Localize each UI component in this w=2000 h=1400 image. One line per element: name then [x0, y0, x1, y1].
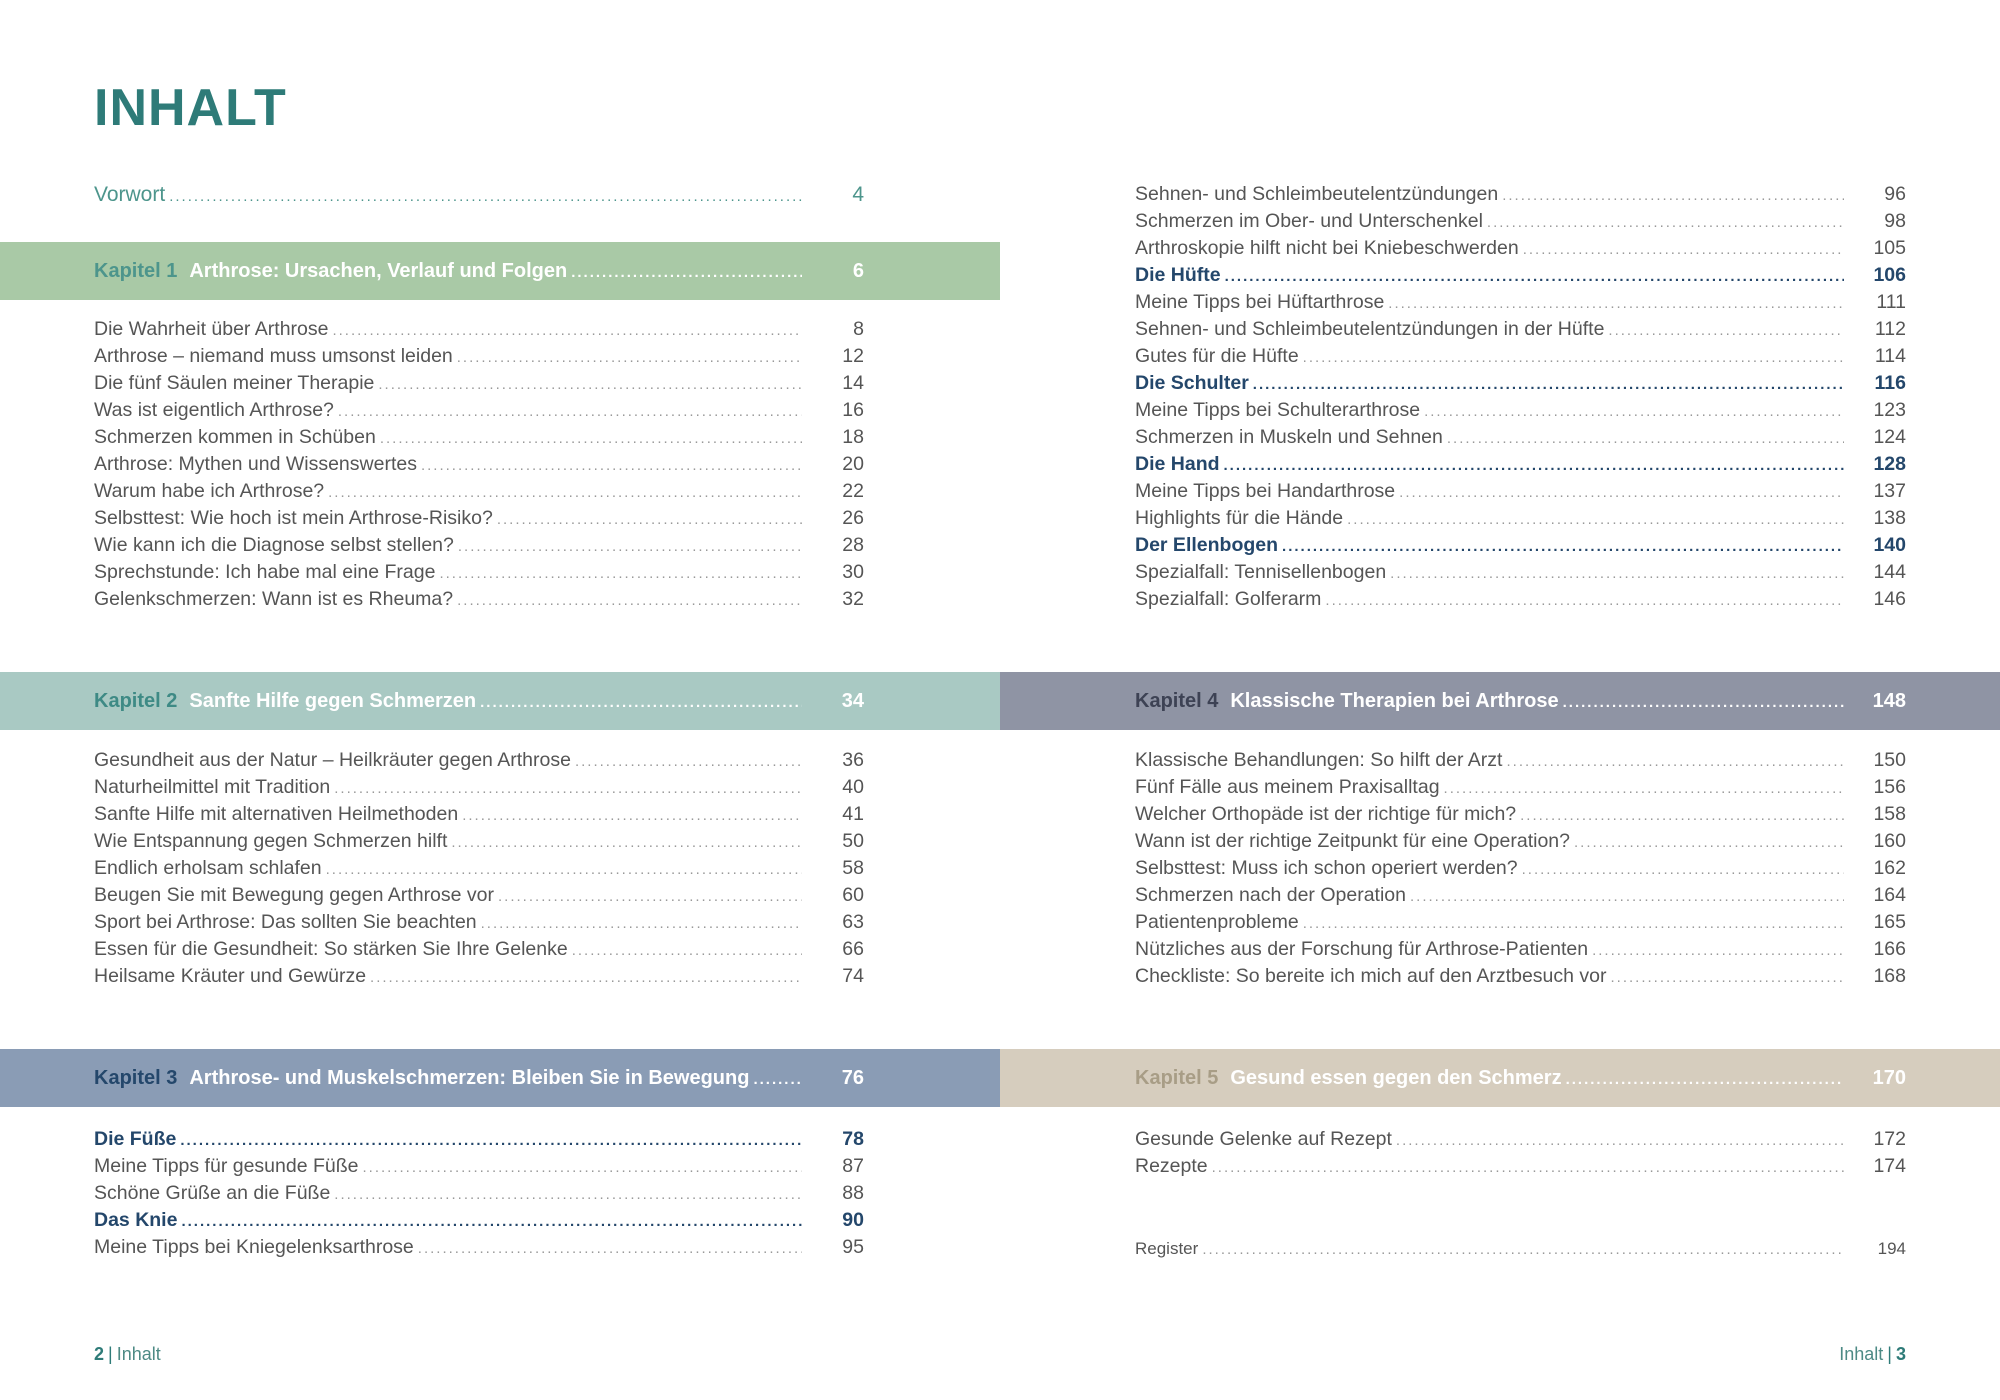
- kapitel-3-continued-list: [1135, 181, 1906, 613]
- kapitel-4-heading[interactable]: [1135, 672, 1906, 730]
- kapitel-2-number: Kapitel 2: [94, 690, 178, 712]
- dot-leader: [1592, 937, 1844, 964]
- dot-leader: [1303, 910, 1844, 937]
- toc-entry-page: 150: [1873, 749, 1906, 771]
- toc-entry-label: Rezepte: [1135, 1155, 1208, 1177]
- toc-entry-page: 87: [842, 1155, 864, 1177]
- toc-entry-page: 30: [842, 561, 864, 583]
- toc-entry[interactable]: [1135, 262, 1906, 289]
- toc-entry-page: 90: [842, 1209, 864, 1231]
- toc-entry-label: Schmerzen in Muskeln und Sehnen: [1135, 426, 1443, 448]
- dot-leader: [1399, 479, 1844, 506]
- kapitel-4-list: [1135, 747, 1906, 990]
- dot-leader: [498, 883, 802, 910]
- toc-entry[interactable]: [94, 478, 864, 505]
- toc-entry[interactable]: [1135, 882, 1906, 909]
- toc-entry[interactable]: [1135, 424, 1906, 451]
- dot-leader: [451, 829, 802, 856]
- dot-leader: [1522, 856, 1844, 883]
- toc-entry[interactable]: [94, 1180, 864, 1207]
- footer-left: [94, 1344, 161, 1365]
- toc-entry-label: Sehnen- und Schleimbeutelentzündungen in der Hüfte: [1135, 318, 1605, 340]
- toc-entry-page: 160: [1873, 830, 1906, 852]
- toc-entry-label: Sehnen- und Schleimbeutelentzündungen: [1135, 183, 1499, 205]
- kapitel-1-number: Kapitel 1: [94, 260, 178, 282]
- toc-entry-label: Schmerzen im Ober- und Unterschenkel: [1135, 210, 1483, 232]
- toc-entry-page: 12: [842, 345, 864, 367]
- kapitel-3-list: [94, 1126, 864, 1261]
- toc-entry-page: 162: [1873, 857, 1906, 879]
- dot-leader: [380, 425, 802, 452]
- toc-entry-page: 138: [1873, 507, 1906, 529]
- toc-entry-page: 18: [842, 426, 864, 448]
- toc-entry[interactable]: [94, 1153, 864, 1180]
- toc-entry[interactable]: [94, 424, 864, 451]
- toc-entry-page: 172: [1873, 1128, 1906, 1150]
- footer-right-label: Inhalt: [1839, 1344, 1884, 1364]
- toc-entry-page: 164: [1873, 884, 1906, 906]
- toc-entry-page: 111: [1876, 291, 1906, 313]
- toc-entry-label: Spezialfall: Golferarm: [1135, 588, 1322, 610]
- toc-entry-page: 22: [842, 480, 864, 502]
- toc-entry-label: Wie kann ich die Diagnose selbst stellen?: [94, 534, 454, 556]
- toc-entry[interactable]: [1135, 855, 1906, 882]
- dot-leader: [1447, 425, 1844, 452]
- toc-entry-label: Heilsame Kräuter und Gewürze: [94, 965, 367, 987]
- toc-entry-label: Sanfte Hilfe mit alternativen Heilmethoden: [94, 803, 459, 825]
- toc-entry[interactable]: [94, 532, 864, 559]
- toc-entry[interactable]: [1135, 963, 1906, 990]
- toc-entry-page: 116: [1874, 372, 1906, 394]
- dot-leader: [362, 1154, 802, 1181]
- toc-entry-label: Naturheilmittel mit Tradition: [94, 776, 331, 798]
- kapitel-2-heading[interactable]: [94, 672, 864, 730]
- toc-entry[interactable]: [94, 936, 864, 963]
- toc-entry[interactable]: [94, 963, 864, 990]
- toc-entry-label: Meine Tipps bei Hüftarthrose: [1135, 291, 1385, 313]
- kapitel-4-page: 148: [1872, 690, 1906, 712]
- toc-entry-page: 95: [842, 1236, 864, 1258]
- toc-entry-label: Endlich erholsam schlafen: [94, 857, 322, 879]
- toc-entry-label: Checkliste: So bereite ich mich auf den Arztbesuch vor: [1135, 965, 1607, 987]
- toc-entry[interactable]: [94, 505, 864, 532]
- toc-entry-page: 40: [842, 776, 864, 798]
- toc-entry-label: Arthrose: Mythen und Wissenswertes: [94, 453, 417, 475]
- toc-entry[interactable]: [94, 343, 864, 370]
- kapitel-1-heading[interactable]: [94, 242, 864, 300]
- toc-entry-label: Gelenkschmerzen: Wann ist es Rheuma?: [94, 588, 454, 610]
- register-page: 194: [1877, 1239, 1906, 1258]
- toc-entry-page: 16: [842, 399, 864, 421]
- toc-entry[interactable]: [94, 747, 864, 774]
- toc-entry-label: Klassische Behandlungen: So hilft der Arzt: [1135, 749, 1503, 771]
- toc-entry-label: Arthrose – niemand muss umsonst leiden: [94, 345, 453, 367]
- toc-entry[interactable]: [94, 451, 864, 478]
- dot-leader: [1224, 452, 1844, 479]
- toc-entry-page: 146: [1873, 588, 1906, 610]
- toc-entry[interactable]: [94, 1207, 864, 1234]
- toc-entry-label: Wann ist der richtige Zeitpunkt für eine Operation?: [1135, 830, 1570, 852]
- kapitel-3-number: Kapitel 3: [94, 1067, 178, 1089]
- dot-leader: [180, 1127, 802, 1154]
- footer-left-page-number: 2: [94, 1344, 105, 1364]
- toc-entry-label: Selbsttest: Muss ich schon operiert werden?: [1135, 857, 1518, 879]
- toc-entry[interactable]: [1135, 235, 1906, 262]
- dot-leader: [1506, 748, 1844, 775]
- dot-leader: [169, 183, 802, 210]
- dot-leader: [1390, 560, 1844, 587]
- toc-entry-label: Beugen Sie mit Bewegung gegen Arthrose vor: [94, 884, 495, 906]
- kapitel-1-page: 6: [852, 260, 864, 282]
- toc-entry-page: 106: [1873, 264, 1906, 286]
- toc-entry[interactable]: [1135, 774, 1906, 801]
- toc-entry-page: 63: [842, 911, 864, 933]
- dot-leader: [1487, 209, 1844, 236]
- toc-entry-label: Wie Entspannung gegen Schmerzen hilft: [94, 830, 448, 852]
- toc-entry-page: 174: [1873, 1155, 1906, 1177]
- toc-entry-page: 124: [1873, 426, 1906, 448]
- kapitel-1-list: [94, 316, 864, 613]
- dot-leader: [1388, 290, 1844, 317]
- dot-leader: [332, 317, 802, 344]
- toc-entry-label: Patientenprobleme: [1135, 911, 1299, 933]
- toc-entry-page: 20: [842, 453, 864, 475]
- dot-leader: [1502, 182, 1844, 209]
- toc-entry-page: 50: [842, 830, 864, 852]
- toc-entry[interactable]: [94, 559, 864, 586]
- toc-entry-label: Meine Tipps bei Schulterarthrose: [1135, 399, 1421, 421]
- toc-entry-label: Fünf Fälle aus meinem Praxisalltag: [1135, 776, 1440, 798]
- dot-leader: [1611, 964, 1845, 991]
- dot-leader: [1212, 1154, 1844, 1181]
- dot-leader: [421, 452, 802, 479]
- kapitel-5-list: [1135, 1126, 1906, 1180]
- dot-leader: [497, 506, 802, 533]
- dot-leader: [1347, 506, 1844, 533]
- toc-entry-label: Die Schulter: [1135, 372, 1249, 394]
- dot-leader: [572, 937, 802, 964]
- dot-leader: [1410, 883, 1844, 910]
- toc-entry-page: 137: [1873, 480, 1906, 502]
- toc-entry-label: Die Hand: [1135, 453, 1220, 475]
- toc-entry-page: 156: [1873, 776, 1906, 798]
- dot-leader: [1396, 1127, 1844, 1154]
- toc-entry[interactable]: [1135, 289, 1906, 316]
- toc-entry[interactable]: [1135, 370, 1906, 397]
- toc-entry[interactable]: [1135, 1126, 1906, 1153]
- dot-leader: [1202, 1236, 1844, 1263]
- footer-right: [1839, 1344, 1906, 1365]
- toc-entry-label: Nützliches aus der Forschung für Arthrose-Patienten: [1135, 938, 1589, 960]
- toc-entry[interactable]: [1135, 936, 1906, 963]
- toc-entry[interactable]: [1135, 909, 1906, 936]
- toc-entry-page: 128: [1873, 453, 1906, 475]
- toc-entry-page: 105: [1873, 237, 1906, 259]
- toc-entry[interactable]: [94, 828, 864, 855]
- dot-leader: [1574, 829, 1844, 856]
- dot-leader: [458, 533, 802, 560]
- toc-entry-page: 41: [842, 803, 864, 825]
- toc-entry[interactable]: [1135, 397, 1906, 424]
- kapitel-5-title: Gesund essen gegen den Schmerz: [1230, 1067, 1562, 1089]
- toc-entry-page: 26: [842, 507, 864, 529]
- toc-entry-page: 140: [1873, 534, 1906, 556]
- toc-entry-page: 14: [842, 372, 864, 394]
- dot-leader: [1608, 317, 1844, 344]
- toc-entry-label: Essen für die Gesundheit: So stärken Sie Ihre Gelenke: [94, 938, 568, 960]
- dot-leader: [378, 371, 802, 398]
- dot-leader: [334, 775, 802, 802]
- dot-leader: [457, 587, 802, 614]
- dot-leader: [370, 964, 802, 991]
- kapitel-3-title: Arthrose- und Muskelschmerzen: Bleiben Sie in Bewegung: [189, 1067, 750, 1089]
- toc-entry[interactable]: [1135, 181, 1906, 208]
- toc-entry[interactable]: [1135, 828, 1906, 855]
- toc-entry[interactable]: [1135, 343, 1906, 370]
- dot-leader: [1444, 775, 1844, 802]
- toc-entry-page: 123: [1873, 399, 1906, 421]
- toc-entry[interactable]: [1135, 316, 1906, 343]
- dot-leader: [334, 1181, 802, 1208]
- toc-entry-label: Die fünf Säulen meiner Therapie: [94, 372, 375, 394]
- toc-entry-label: Schmerzen nach der Operation: [1135, 884, 1406, 906]
- toc-entry-page: 32: [842, 588, 864, 610]
- dot-leader: [338, 398, 802, 425]
- footer-left-label: Inhalt: [116, 1344, 161, 1364]
- kapitel-3-page: 76: [841, 1067, 864, 1089]
- toc-entry-label: Welcher Orthopäde ist der richtige für mich?: [1135, 803, 1517, 825]
- toc-entry-page: 28: [842, 534, 864, 556]
- toc-entry-label: Das Knie: [94, 1209, 178, 1231]
- kapitel-3-heading[interactable]: [94, 1049, 864, 1107]
- toc-entry[interactable]: [94, 370, 864, 397]
- toc-entry-page: 96: [1884, 183, 1906, 205]
- toc-entry[interactable]: [1135, 478, 1906, 505]
- dot-leader: [753, 1051, 802, 1109]
- dot-leader: [1563, 674, 1844, 732]
- toc-entry-label: Die Wahrheit über Arthrose: [94, 318, 329, 340]
- toc-entry[interactable]: [94, 855, 864, 882]
- toc-entry[interactable]: [1135, 532, 1906, 559]
- toc-entry-page: 98: [1884, 210, 1906, 232]
- vorwort-page: 4: [852, 183, 864, 206]
- toc-entry-label: Der Ellenbogen: [1135, 534, 1279, 556]
- kapitel-1-title: Arthrose: Ursachen, Verlauf und Folgen: [189, 260, 568, 282]
- toc-entry-page: 66: [842, 938, 864, 960]
- toc-entry-label: Schmerzen kommen in Schüben: [94, 426, 376, 448]
- toc-entry[interactable]: [94, 882, 864, 909]
- toc-entry[interactable]: [94, 774, 864, 801]
- vorwort-entry[interactable]: [94, 181, 864, 208]
- toc-entry[interactable]: [94, 801, 864, 828]
- toc-entry-label: Schöne Grüße an die Füße: [94, 1182, 331, 1204]
- toc-entry-label: Meine Tipps bei Handarthrose: [1135, 480, 1396, 502]
- toc-entry[interactable]: [1135, 451, 1906, 478]
- toc-entry-label: Die Hüfte: [1135, 264, 1221, 286]
- toc-entry-page: 165: [1873, 911, 1906, 933]
- kapitel-5-number: Kapitel 5: [1135, 1067, 1219, 1089]
- toc-entry[interactable]: [1135, 586, 1906, 613]
- dot-leader: [181, 1208, 802, 1235]
- dot-leader: [1253, 371, 1844, 398]
- kapitel-2-title: Sanfte Hilfe gegen Schmerzen: [189, 690, 477, 712]
- dot-leader: [457, 344, 802, 371]
- toc-entry-label: Highlights für die Hände: [1135, 507, 1344, 529]
- toc-entry[interactable]: [94, 1234, 864, 1261]
- toc-entry-label: Sport bei Arthrose: Das sollten Sie beachten: [94, 911, 477, 933]
- toc-entry-page: 114: [1874, 345, 1906, 367]
- dot-leader: [1566, 1051, 1844, 1109]
- toc-entry-page: 166: [1873, 938, 1906, 960]
- toc-entry-label: Gutes für die Hüfte: [1135, 345, 1299, 367]
- toc-entry[interactable]: [94, 1126, 864, 1153]
- dot-leader: [1282, 533, 1844, 560]
- toc-entry-label: Meine Tipps bei Kniegelenksarthrose: [94, 1236, 414, 1258]
- dot-leader: [462, 802, 802, 829]
- footer-divider: |: [1887, 1344, 1892, 1364]
- dot-leader: [1325, 587, 1844, 614]
- toc-entry-page: 8: [853, 318, 864, 340]
- kapitel-2-page: 34: [841, 690, 864, 712]
- footer-divider: |: [108, 1344, 113, 1364]
- toc-entry[interactable]: [1135, 1153, 1906, 1180]
- kapitel-5-page: 170: [1872, 1067, 1906, 1089]
- toc-entry-label: Gesundheit aus der Natur – Heilkräuter gegen Arthrose: [94, 749, 571, 771]
- dot-leader: [1520, 802, 1844, 829]
- toc-entry[interactable]: [94, 397, 864, 424]
- toc-entry-label: Selbsttest: Wie hoch ist mein Arthrose-Risiko?: [94, 507, 493, 529]
- dot-leader: [481, 910, 802, 937]
- toc-entry-label: Sprechstunde: Ich habe mal eine Frage: [94, 561, 436, 583]
- toc-entry-page: 88: [842, 1182, 864, 1204]
- dot-leader: [328, 479, 802, 506]
- register-label: Register: [1135, 1239, 1199, 1258]
- page-title: INHALT: [94, 79, 287, 137]
- toc-entry-page: 36: [842, 749, 864, 771]
- kapitel-4-title: Klassische Therapien bei Arthrose: [1230, 690, 1559, 712]
- toc-entry-page: 60: [842, 884, 864, 906]
- toc-entry-page: 74: [842, 965, 864, 987]
- dot-leader: [326, 856, 802, 883]
- toc-entry-page: 112: [1874, 318, 1906, 340]
- toc-entry-label: Die Füße: [94, 1128, 177, 1150]
- toc-entry-page: 58: [842, 857, 864, 879]
- toc-entry-page: 168: [1873, 965, 1906, 987]
- kapitel-2-list: [94, 747, 864, 990]
- toc-entry-label: Spezialfall: Tennisellenbogen: [1135, 561, 1387, 583]
- toc-entry-page: 158: [1873, 803, 1906, 825]
- dot-leader: [1303, 344, 1844, 371]
- toc-entry-page: 144: [1873, 561, 1906, 583]
- dot-leader: [575, 748, 802, 775]
- toc-entry[interactable]: [1135, 747, 1906, 774]
- toc-entry-label: Warum habe ich Arthrose?: [94, 480, 325, 502]
- toc-entry-label: Arthroskopie hilft nicht bei Kniebeschwerden: [1135, 237, 1519, 259]
- dot-leader: [1424, 398, 1844, 425]
- toc-entry-page: 78: [842, 1128, 864, 1150]
- toc-entry[interactable]: [1135, 208, 1906, 235]
- dot-leader: [480, 674, 802, 732]
- toc-entry[interactable]: [1135, 801, 1906, 828]
- toc-entry[interactable]: [1135, 559, 1906, 586]
- toc-entry[interactable]: [94, 586, 864, 613]
- toc-entry[interactable]: [94, 316, 864, 343]
- footer-right-page-number: 3: [1895, 1344, 1906, 1364]
- dot-leader: [418, 1235, 802, 1262]
- toc-entry[interactable]: [94, 909, 864, 936]
- register-entry[interactable]: [1135, 1235, 1906, 1262]
- dot-leader: [1225, 263, 1844, 290]
- dot-leader: [571, 244, 802, 302]
- kapitel-5-heading[interactable]: [1135, 1049, 1906, 1107]
- toc-entry-label: Meine Tipps für gesunde Füße: [94, 1155, 359, 1177]
- toc-entry-label: Was ist eigentlich Arthrose?: [94, 399, 334, 421]
- vorwort-label: Vorwort: [94, 183, 166, 206]
- toc-entry-label: Gesunde Gelenke auf Rezept: [1135, 1128, 1392, 1150]
- toc-entry[interactable]: [1135, 505, 1906, 532]
- dot-leader: [439, 560, 802, 587]
- dot-leader: [1523, 236, 1844, 263]
- kapitel-4-number: Kapitel 4: [1135, 690, 1219, 712]
